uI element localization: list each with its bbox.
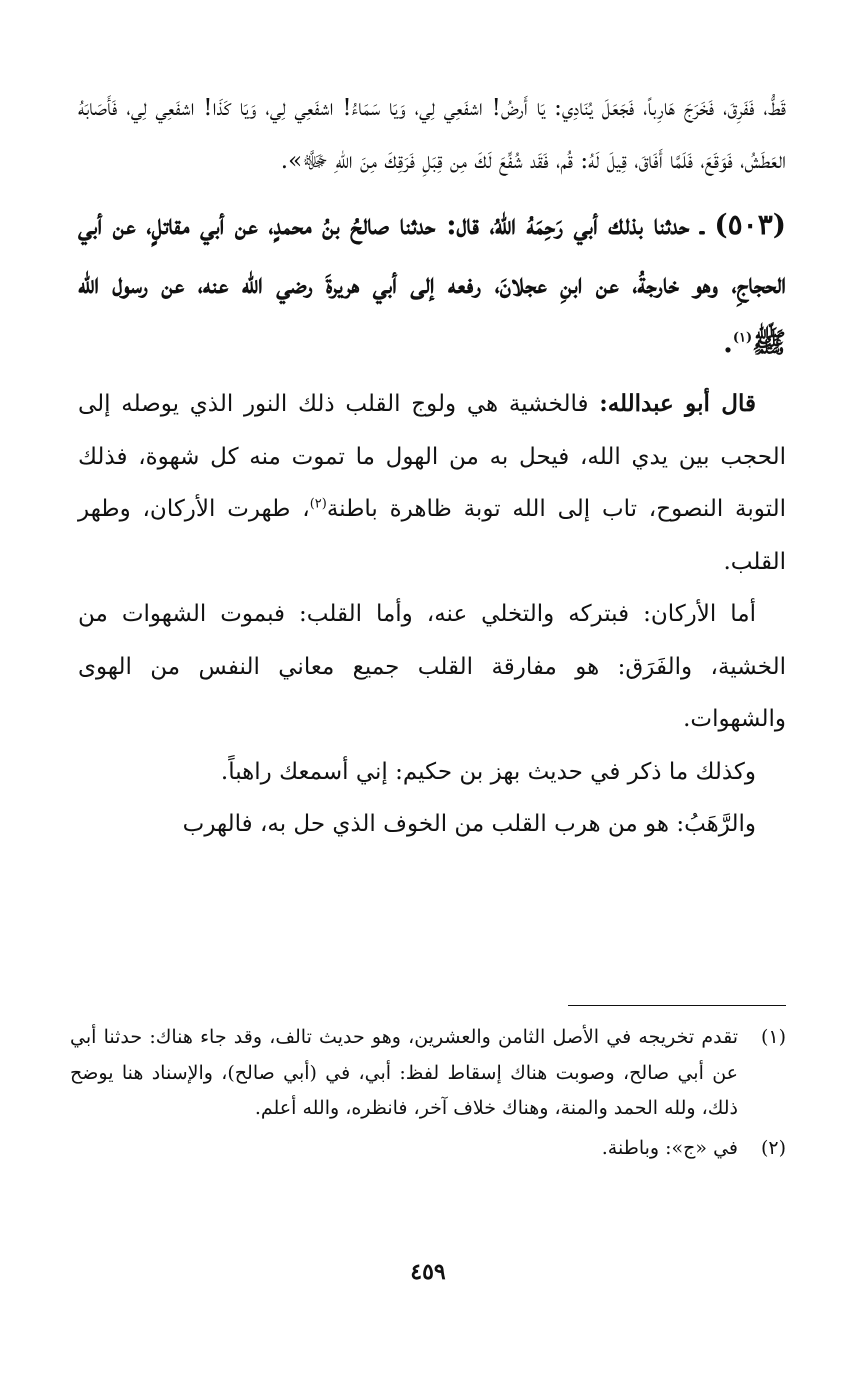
footnote-text: تقدم تخريجه في الأصل الثامن والعشرين، وهو حديث تالف، وقد جاء هناك: حدثنا أبي عن أبي صالح، وصوبت هناك إسقاط لفظ: أبي، في (أبي صالح)، والإسناد هنا يوضح ذلك، ولله الحمد والمنة، وهناك خلاف آخر، فانظره، والله أعلم. <box>70 1026 738 1119</box>
hadith-number: (٥٠٣) <box>714 208 786 241</box>
page-number: ٤٥٩ <box>410 1259 446 1285</box>
footnote-number: (٢) <box>760 1136 786 1159</box>
footnote-text: في «ج»: وباطنة. <box>601 1136 738 1159</box>
speaker-label: قال أبو عبدالله: <box>599 390 756 417</box>
footnote-ref-1: (١) <box>732 330 753 346</box>
hadith-end: . <box>723 326 733 359</box>
footnote-2 <box>70 1131 786 1167</box>
footnote-divider <box>568 1005 786 1006</box>
page-body <box>78 82 786 851</box>
commentary-paragraph-2: أما الأركان: فبتركه والتخلي عنه، وأما القلب: فبموت الشهوات من الخشية، والفَرَق: هو مفارقة القلب جميع معاني النفس من الهوى والشهوات. <box>78 601 786 732</box>
hadith-text: ـ حدثنا بذلك أبي رَحِمَهُ اللهُ، قال: حدثنا صالحُ بنُ محمدٍ، عن أبي مقاتلٍ، عن أبي الحجاجِ، وهو خارجةُ، عن ابنِ عجلانَ، رفعه إلى أبي هريرةَ رضي الله عنه، عن رسول الله ﷺ <box>78 208 786 359</box>
continuation-paragraph: قَطُّ، فَفَرِقَ، فَخَرَجَ هَارِباً، فَجَعَلَ يُنَادِي: يَا أَرضُ! اشفَعِي لِي، وَيَا سَمَاءُ! اشفَعِي لِي، وَيَا كَذَا! اشفَعِي لِي، فَأَصَابَهُ العَطَشُ، فَوَقَعَ، فَلَمَّا أَفَاقَ، قِيلَ لَهُ: قُم، فَقَد شُفِّعَ لَكَ مِن قِبَلِ فَرَقِكَ مِنَ اللهِ ﷻ». <box>78 95 786 174</box>
commentary-paragraph-1: قال أبو عبدالله: فالخشية هي ولوج القلب ذلك النور الذي يوصله إلى الحجب بين يدي الله، فيحل به من الهول ما تموت منه كل شهوة، فذلك التوبة النصوح، تاب إلى الله توبة ظاهرة باطنة$^{(٢)}$، طهرت الأركان، وطهر القلب. <box>78 390 786 575</box>
hadith-paragraph <box>78 195 786 372</box>
commentary-paragraph-4: والرَّهَبُ: هو من هرب القلب من الخوف الذي حل به، فالهرب <box>182 811 756 837</box>
footnote-ref-2: (٢) <box>309 496 327 512</box>
footnotes <box>70 1020 786 1166</box>
footnote-number: (١) <box>760 1026 786 1048</box>
commentary-paragraph-3: وكذلك ما ذكر في حديث بهز بن حكيم: إني أسمعك راهباً. <box>220 758 756 785</box>
footnote-1 <box>70 1020 786 1127</box>
